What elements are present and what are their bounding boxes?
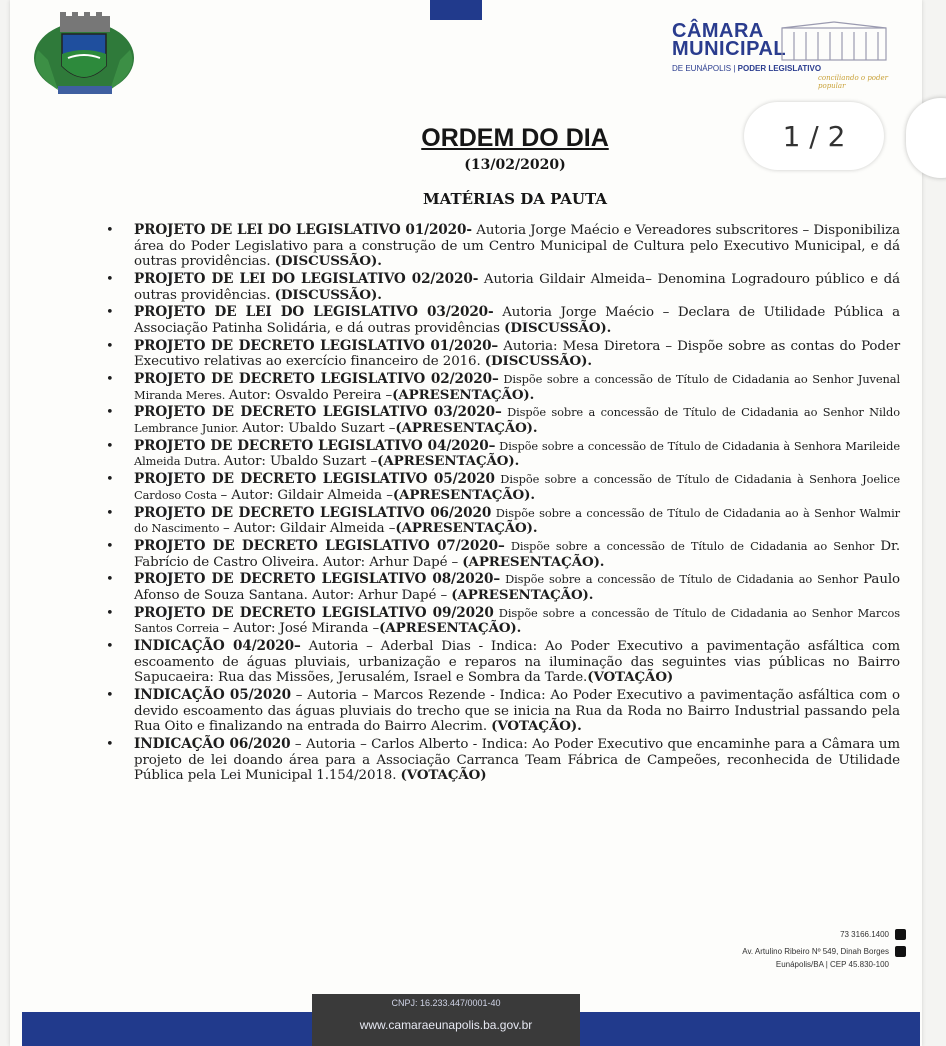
agenda-item-body: – Autor: Gildair Almeida –	[222, 521, 396, 537]
agenda-item-status: (DISCUSSÃO).	[274, 253, 382, 270]
bullet-icon: •	[106, 605, 114, 621]
bullet-icon: •	[106, 538, 114, 554]
agenda-item-body: Paulo Afonso de Souza Santana. Autor: Arhur Dapé –	[134, 572, 900, 603]
agenda-item-description: Dispõe sobre a concessão de Título de Cidadania ao Senhor Marcos Santos Correia	[134, 605, 900, 636]
logo-tagline: conciliando o poder popular	[818, 74, 888, 90]
contact-address: Av. Artulino Ribeiro Nº 549, Dinah Borges	[742, 946, 906, 957]
agenda-item-heading: PROJETO DE DECRETO LEGISLATIVO 05/2020	[134, 471, 495, 488]
footer-website-link[interactable]: www.camaraeunapolis.ba.gov.br	[359, 1018, 533, 1032]
agenda-item-status: (VOTAÇÃO)	[587, 669, 674, 686]
agenda-item-heading: INDICAÇÃO 06/2020	[134, 736, 291, 753]
agenda-item-body: Autoria – Aderbal Dias - Indica: Ao Poder Executivo a pavimentação asfáltica com escoamento de águas pluviais, urbanização e reparos na iluminação das seguintes vias públicas no Bairro Sapucaeira: Rua das Missões, Jerusalém, Israel e Sombra da Tarde.	[134, 639, 900, 686]
agenda-item-body: Autor: Ubaldo Suzart –	[242, 421, 396, 437]
agenda-item-body: Autor: Ubaldo Suzart –	[223, 454, 378, 470]
session-date: (13/02/2020)	[464, 157, 566, 173]
bullet-icon: •	[106, 572, 114, 588]
top-color-band	[430, 0, 482, 20]
agenda-item-body: – Autor: José Miranda –	[222, 621, 380, 637]
agenda-list	[106, 223, 900, 786]
bullet-icon: •	[106, 271, 114, 287]
logo-text-municipal: MUNICIPAL	[672, 38, 787, 60]
agenda-item	[106, 305, 900, 336]
agenda-item-heading: PROJETO DE LEI DO LEGISLATIVO 02/2020-	[134, 270, 479, 287]
agenda-item-heading: PROJETO DE DECRETO LEGISLATIVO 08/2020–	[134, 571, 501, 588]
agenda-item-body: Autoria: Mesa Diretora – Dispõe sobre as contas do Poder Executivo relativas ao exercício financeiro de 2016.	[134, 338, 900, 370]
agenda-item	[106, 405, 900, 436]
agenda-item-description: Dispõe sobre a concessão de Título de Cidadania ao Senhor	[504, 538, 881, 553]
agenda-item-status: (APRESENTAÇÃO).	[392, 486, 535, 503]
agenda-item-description: Dispõe sobre a concessão de Título de Cidadania ao Senhor	[500, 572, 864, 587]
agenda-item	[106, 372, 900, 403]
agenda-item-heading: INDICAÇÃO 04/2020–	[134, 638, 301, 655]
building-icon	[778, 20, 890, 62]
agenda-item-heading: PROJETO DE DECRETO LEGISLATIVO 09/2020	[134, 604, 494, 621]
agenda-item	[106, 339, 900, 370]
agenda-item-status: (VOTAÇÃO)	[400, 767, 487, 784]
location-icon	[895, 946, 906, 957]
agenda-item-status: (DISCUSSÃO).	[484, 353, 592, 370]
municipal-crest-icon	[18, 10, 152, 100]
contact-phone: 73 3166.1400	[840, 929, 906, 940]
bullet-icon: •	[106, 472, 114, 488]
agenda-item-status: (DISCUSSÃO).	[274, 286, 382, 303]
page-title: ORDEM DO DIA	[421, 124, 609, 152]
agenda-item-body: Autoria Jorge Maécio – Declara de Utilidade Pública a Associação Patinha Solidária, e dá outras providências	[134, 305, 900, 336]
footer-cnpj: CNPJ: 16.233.447/0001-40	[391, 998, 501, 1008]
agenda-item-status: (APRESENTAÇÃO).	[379, 620, 522, 637]
agenda-item-heading: PROJETO DE LEI DO LEGISLATIVO 03/2020-	[134, 304, 494, 321]
logo-subtitle: DE EUNÁPOLIS | PODER LEGISLATIVO	[672, 64, 822, 73]
phone-icon	[895, 929, 906, 940]
agenda-item	[106, 572, 900, 603]
agenda-item-status: (VOTAÇÃO).	[491, 718, 582, 735]
agenda-item-heading: PROJETO DE DECRETO LEGISLATIVO 06/2020	[134, 504, 492, 521]
logo-text-camara: CÂMARA	[672, 20, 764, 42]
agenda-item-status: (APRESENTAÇÃO).	[451, 586, 594, 603]
agenda-item	[106, 223, 900, 270]
agenda-item-description: Dispõe sobre a concessão de Título de Cidadania ao à Senhor Walmir do Nascimento	[134, 505, 900, 536]
agenda-item-status: (APRESENTAÇÃO).	[462, 553, 605, 570]
agenda-item	[106, 539, 900, 570]
agenda-item-status: (DISCUSSÃO).	[504, 319, 612, 336]
page-indicator: 1 / 2	[744, 102, 884, 170]
agenda-item-body: Autoria Gildair Almeida– Denomina Logradouro público e dá outras providências.	[134, 271, 900, 303]
agenda-item-body: – Autor: Gildair Almeida –	[220, 487, 393, 503]
agenda-item-description: Dispõe sobre a concessão de Título de Cidadania ao Senhor Juvenal Miranda Meres.	[134, 372, 901, 402]
agenda-item-status: (APRESENTAÇÃO).	[392, 386, 535, 403]
agenda-item	[106, 272, 900, 303]
agenda-item-heading: PROJETO DE DECRETO LEGISLATIVO 04/2020–	[134, 437, 496, 454]
contact-city: Eunápolis/BA | CEP 45.830-100	[775, 960, 889, 969]
agenda-item-body: Autor: Osvaldo Pereira –	[228, 387, 393, 403]
bullet-icon: •	[106, 405, 114, 421]
agenda-item-status: (APRESENTAÇÃO).	[395, 420, 538, 437]
agenda-item	[106, 439, 900, 470]
section-heading: MATÉRIAS DA PAUTA	[423, 190, 607, 208]
agenda-item-heading: INDICAÇÃO 05/2020	[134, 687, 291, 704]
bullet-icon: •	[106, 639, 114, 655]
agenda-item-description: Dispõe sobre a concessão de Título de Cidadania à Senhora Marileide Almeida Dutra.	[134, 438, 901, 469]
bullet-icon: •	[106, 372, 114, 388]
agenda-item-status: (APRESENTAÇÃO).	[395, 520, 538, 537]
agenda-item-body: Autoria Jorge Maécio e Vereadores subscritores – Disponibiliza área do Poder Legislativo para a construção de um Centro Municipal de Cultura pelo Executivo Municipal, e dá outras providências.	[134, 223, 900, 270]
agenda-item-description: Dispõe sobre a concessão de Título de Cidadania ao Senhor Nildo Lembrance Junior.	[134, 405, 901, 436]
agenda-item-body: Dr. Fabrício de Castro Oliveira. Autor: Arhur Dapé –	[134, 538, 900, 570]
agenda-item	[106, 472, 900, 503]
camara-logo	[668, 20, 900, 90]
agenda-item-body: – Autoria – Marcos Rezende - Indica: Ao Poder Executivo a pavimentação asfáltica com o devido escoamento das águas pluviais do trecho que se inicia na Rua da Roda no Bairro Industrial passando pela Rua Oito e finalizando na entrada do Bairro Alecrim.	[134, 688, 900, 735]
agenda-item-status: (APRESENTAÇÃO).	[377, 453, 520, 470]
agenda-item-body: – Autoria – Carlos Alberto - Indica: Ao Poder Executivo que encaminhe para a Câmara um projeto de lei doando área para a Associação Carranca Team Fábrica de Campeões, reconhecida de Utilidade Pública pela Lei Municipal 1.154/2018.	[134, 737, 900, 784]
agenda-item	[106, 737, 900, 784]
agenda-item-heading: PROJETO DE DECRETO LEGISLATIVO 07/2020–	[134, 537, 505, 554]
agenda-item	[106, 506, 900, 537]
bullet-icon: •	[106, 505, 114, 521]
bullet-icon: •	[106, 688, 114, 704]
agenda-item-description: Dispõe sobre a concessão de Título de Cidadania à Senhora Joelice Cardoso Costa	[134, 472, 900, 502]
bullet-icon: •	[106, 438, 114, 454]
agenda-item	[106, 606, 900, 637]
agenda-item-heading: PROJETO DE DECRETO LEGISLATIVO 02/2020–	[134, 371, 499, 388]
bullet-icon: •	[106, 338, 114, 354]
agenda-item-heading: PROJETO DE DECRETO LEGISLATIVO 01/2020–	[134, 337, 499, 354]
bullet-icon: •	[106, 223, 114, 238]
agenda-item-heading: PROJETO DE LEI DO LEGISLATIVO 01/2020-	[134, 222, 472, 238]
agenda-item	[106, 688, 900, 735]
bullet-icon: •	[106, 737, 114, 753]
agenda-item-heading: PROJETO DE DECRETO LEGISLATIVO 03/2020–	[134, 404, 502, 421]
bullet-icon: •	[106, 305, 114, 321]
agenda-item	[106, 639, 900, 686]
